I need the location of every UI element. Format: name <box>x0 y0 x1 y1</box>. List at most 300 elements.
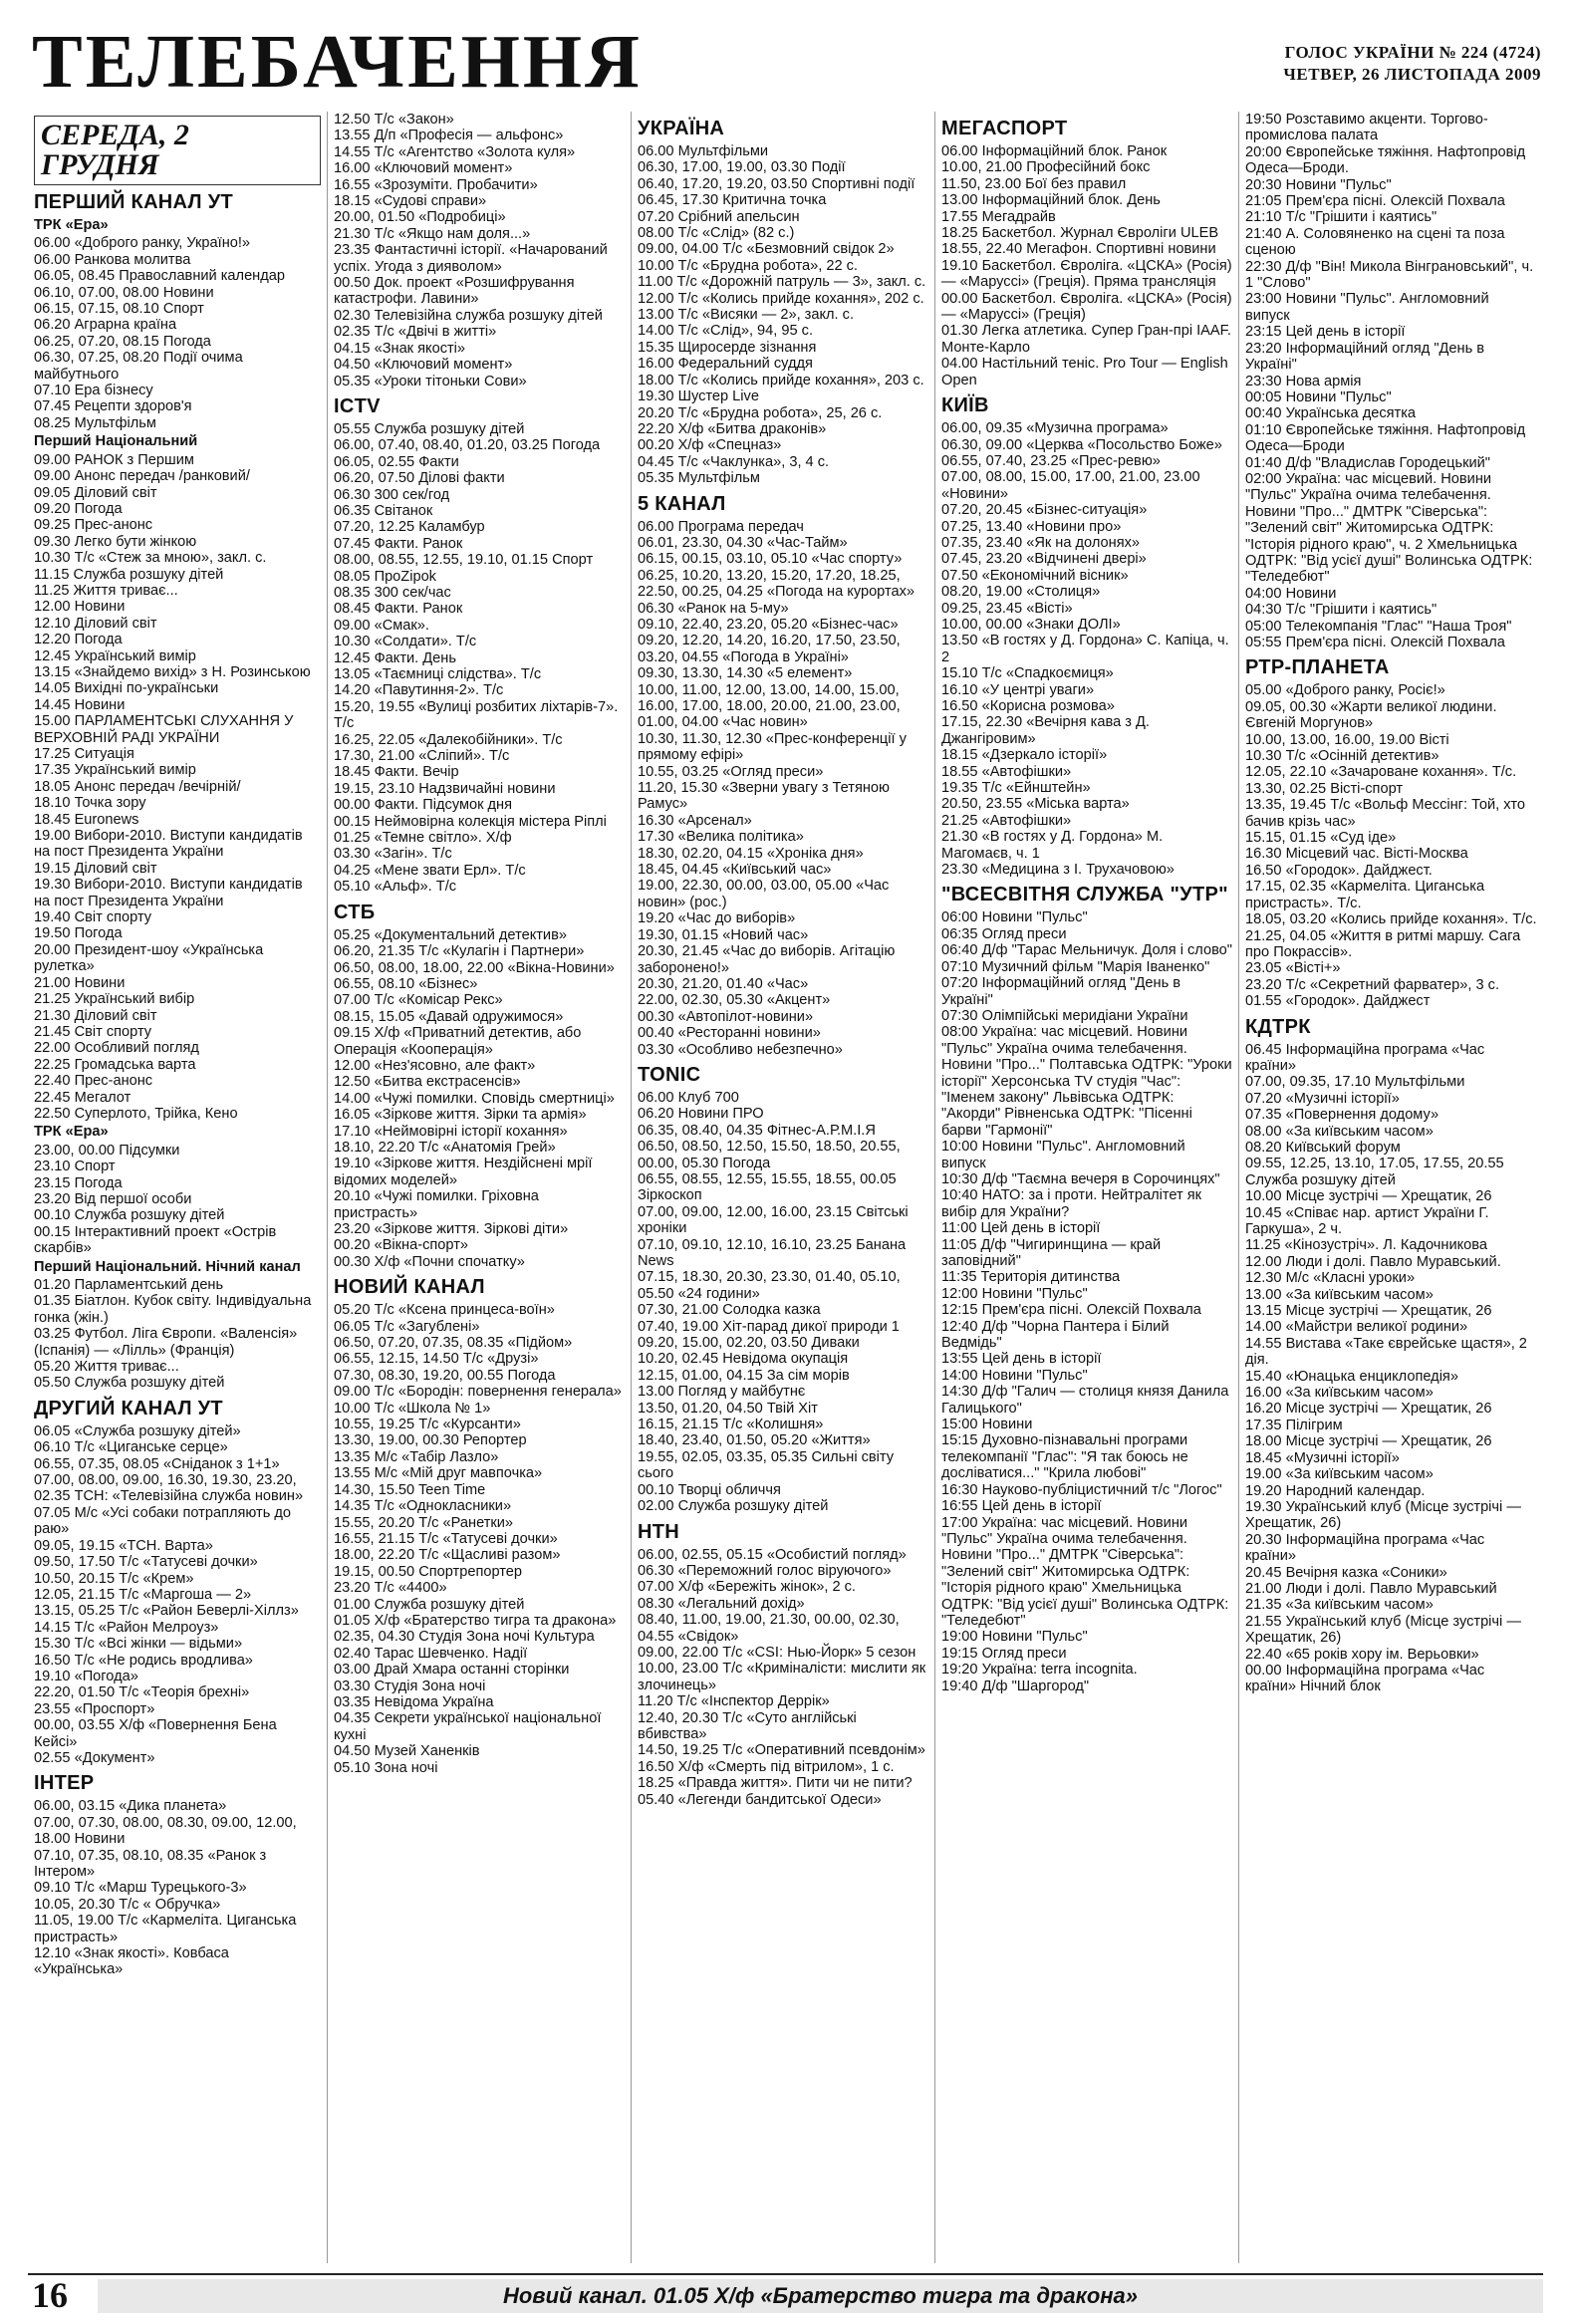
program-item: 19.40 Світ спорту <box>34 909 152 926</box>
program-item: 20.00, 01.50 «Подробиці» <box>334 209 506 226</box>
program-item: 05:00 Телекомпанія "Глас" "Наша Троя" <box>1245 618 1512 635</box>
program-item: 13.30, 19.00, 00.30 Репортер <box>334 1432 527 1449</box>
program-item: 06.00 Мультфільми <box>638 143 769 159</box>
program-item: 07.00 Х/ф «Бережіть жінок», 2 с. <box>638 1579 856 1596</box>
program-item: 22.40 «65 років хору ім. Верьовки» <box>1245 1646 1479 1663</box>
program-item: 08.05 ПроZipok <box>334 568 436 585</box>
page-number: 16 <box>32 2275 68 2315</box>
program-item: 15.40 «Юнацька енциклопедія» <box>1245 1368 1458 1385</box>
program-item: 09.50, 17.50 Т/с «Татусеві дочки» <box>34 1554 258 1571</box>
program-item: 12.50 Т/с «Закон» <box>334 112 454 128</box>
program-item: 10.00 Місце зустрічі — Хрещатик, 26 <box>1245 1188 1492 1205</box>
program-item: 20.30 Інформаційна програма «Час країни» <box>1245 1531 1485 1565</box>
program-item: 11.25 «Кінозустріч». Л. Кадочникова <box>1245 1237 1487 1254</box>
program-item: 13.35 М/с «Табір Лазло» <box>334 1448 499 1465</box>
program-item: 19:40 Д/ф "Шаргород" <box>941 1678 1090 1694</box>
program-item: 09.25 Прес-анонс <box>34 517 153 534</box>
program-item: 06.00 Інформаційний блок. Ранок <box>941 143 1168 159</box>
program-item: 09.15 Х/ф «Приватний детектив, або Операція «Кооперація» <box>334 1025 582 1058</box>
listing-column-2 <box>327 112 631 2263</box>
program-item: 22.25 Громадська варта <box>34 1056 196 1073</box>
program-item: 16.50 «Городок». Дайджест. <box>1245 862 1433 879</box>
program-item: 07:20 Інформаційний огляд "День в Україні" <box>941 975 1181 1008</box>
program-item: 07:30 Олімпійські меридіани України <box>941 1007 1188 1024</box>
program-item: 06.25, 07.20, 08.15 Погода <box>34 333 211 350</box>
newspaper-page <box>28 20 1543 2315</box>
program-item: 13.55 Д/п «Професія — альфонс» <box>334 128 564 144</box>
program-item: 19:00 Новини "Пульс" <box>941 1629 1088 1646</box>
program-item: 10.05, 20.30 Т/с « Обручка» <box>34 1896 221 1913</box>
channel-subheading: Перший Національний. Нічний канал <box>34 1258 301 1275</box>
program-item: 00.00 Факти. Підсумок дня <box>334 797 513 814</box>
program-item: 12.20 Погода <box>34 632 123 648</box>
program-item: 22.20, 01.50 Т/с «Теорія брехні» <box>34 1684 250 1701</box>
program-item: 09.30, 13.30, 14.30 «5 елемент» <box>638 665 853 682</box>
masthead <box>28 20 1543 102</box>
program-item: 06.00, 09.35 «Музична програма» <box>941 420 1169 437</box>
program-item: 18.45 Факти. Вечір <box>334 764 459 781</box>
program-item: 14.55 Т/с «Агентство «Золота куля» <box>334 143 576 160</box>
program-item: 06.20, 21.35 Т/с «Кулагін і Партнери» <box>334 943 585 960</box>
program-item: 09.20 Погода <box>34 500 123 517</box>
program-item: 09.05, 00.30 «Жарти великої людини. Євгеній Моргунов» <box>1245 698 1497 732</box>
program-item: 12.50 «Битва екстрасенсів» <box>334 1074 521 1091</box>
program-item: 12.45 Факти. День <box>334 649 456 666</box>
channel-heading: TONIC <box>638 1063 701 1086</box>
program-item: 01.05 Х/ф «Братерство тигра та дракона» <box>334 1612 617 1629</box>
program-item: 18.05 Анонс передач /вечірній/ <box>34 778 241 795</box>
channel-heading: ІНТЕР <box>34 1772 95 1795</box>
program-item: 09.10 Т/с «Марш Турецького-3» <box>34 1880 247 1897</box>
program-item: 01.20 Парламентський день <box>34 1277 224 1293</box>
program-item: 10.00, 00.00 «Знаки ДОЛІ» <box>941 616 1121 633</box>
program-item: 06.30 «Ранок на 5-му» <box>638 600 789 617</box>
program-item: 07.45 Рецепти здоров'я <box>34 398 192 415</box>
program-item: 13.05 «Таємниці слідства». Т/с <box>334 666 542 682</box>
program-item: 10.00 Т/с «Школа № 1» <box>334 1400 491 1417</box>
program-item: 09.00 Анонс передач /ранковий/ <box>34 468 250 485</box>
program-item: 21.45 Світ спорту <box>34 1023 152 1040</box>
program-item: 16.55, 21.15 Т/с «Татусеві дочки» <box>334 1530 558 1547</box>
channel-heading: КДТРК <box>1245 1015 1311 1038</box>
channel-heading: "ВСЕСВІТНЯ СЛУЖБА "УТР" <box>941 884 1228 906</box>
program-item: 11.50, 23.00 Бої без правил <box>941 175 1127 192</box>
program-item: 12:15 Прем'єра пісні. Олексій Похвала <box>941 1302 1201 1319</box>
program-item: 14.05 Вихідні по-українськи <box>34 680 219 697</box>
program-item: 20.10 «Чужі помилки. Гріховна пристрасть» <box>334 1188 539 1221</box>
program-item: 06.55, 08.10 «Бізнес» <box>334 975 478 992</box>
program-item: 23.20 Від першої особи <box>34 1190 192 1207</box>
program-item: 23.30 «Медицина з І. Трухачовою» <box>941 862 1175 879</box>
program-item: 23.00, 00.00 Підсумки <box>34 1142 180 1159</box>
program-item: 21:40 А. Соловяненко на сцені та поза сценою <box>1245 225 1505 259</box>
program-item: 07.30, 21.00 Солодка казка <box>638 1302 821 1319</box>
program-item: 02.00 Служба розшуку дітей <box>638 1498 829 1515</box>
program-item: 09.00 РАНОК з Першим <box>34 451 194 468</box>
program-item: 17.30 «Велика політика» <box>638 829 804 846</box>
program-item: 04.15 «Знак якості» <box>334 340 466 357</box>
program-item: 04.25 «Мене звати Ерл». Т/с <box>334 862 526 879</box>
program-item: 23:20 Інформаційний огляд "День в Україні" <box>1245 340 1485 374</box>
program-item: 19.30, 01.15 «Новий час» <box>638 926 809 943</box>
program-item: 15.55, 20.20 Т/с «Ранетки» <box>334 1514 514 1531</box>
program-item: 17.15, 22.30 «Вечірня кава з Д. Джангіровим» <box>941 714 1150 747</box>
program-item: 21.00 Люди і долі. Павло Муравський <box>1245 1580 1497 1597</box>
program-item: 19.30 Шустер Live <box>638 388 759 405</box>
program-item: 06:00 Новини "Пульс" <box>941 909 1088 926</box>
program-item: 21:10 Т/с "Грішити і каятись" <box>1245 209 1438 226</box>
program-item: 06.01, 23.30, 04.30 «Час-Тайм» <box>638 534 848 551</box>
program-item: 00.10 Служба розшуку дітей <box>34 1207 225 1224</box>
channel-heading: НОВИЙ КАНАЛ <box>334 1276 485 1299</box>
program-item: 16.05 «Зіркове життя. Зірки та армія» <box>334 1107 587 1124</box>
program-item: 16.30 Місцевий час. Вісті-Москва <box>1245 846 1468 863</box>
program-item: 00.00 Баскетбол. Євроліга. «ЦСКА» (Росія) — «Маруссі» (Греція) <box>941 290 1232 324</box>
program-item: 14.15 Т/с «Район Мелроуз» <box>34 1619 219 1636</box>
program-item: 11.25 Життя триває... <box>34 582 178 599</box>
program-item: 06.00 «Доброго ранку, Україно!» <box>34 235 251 252</box>
program-item: 08:00 Україна: час місцевий. Новини "Пульс" Україна очима телебачення. Новини "Про..." Полтавська ОДТРК: "Уроки історії" Херсонська TV студія "Час": "Іменем закону" Львівська ОДТРК: "Акорди" Рівненська ОДТРК: "Пісенні барви "Гармонії" <box>941 1024 1232 1139</box>
program-item: 15.30 Т/с «Всі жінки — відьми» <box>34 1636 243 1653</box>
program-item: 06.10, 07.00, 08.00 Новини <box>34 284 214 301</box>
program-item: 06.00 Програма передач <box>638 518 804 535</box>
program-item: 13.15, 05.25 Т/с «Район Беверлі-Хіллз» <box>34 1603 299 1620</box>
program-item: 23.05 «Вісті+» <box>1245 960 1341 977</box>
program-item: 06.55, 08.55, 12.55, 15.55, 18.55, 00.05 Зіркоскоп <box>638 1170 897 1204</box>
program-item: 02.35 Т/с «Двічі в житті» <box>334 324 497 341</box>
program-item: 20.45 Вечірня казка «Соники» <box>1245 1564 1447 1581</box>
program-item: 23:00 Новини "Пульс". Англомовний випуск <box>1245 291 1489 324</box>
program-item: 13.00 Т/с «Висяки — 2», закл. с. <box>638 307 855 324</box>
program-item: 10:40 НАТО: за і проти. Нейтралітет як вибір для України? <box>941 1187 1202 1220</box>
channel-heading: КИЇВ <box>941 394 989 417</box>
program-item: 12.00 Т/с «Колись прийде кохання», 202 с. <box>638 290 924 307</box>
program-item: 07.00, 08.00, 09.00, 16.30, 19.30, 23.20, 02.35 ТСН: «Телевізійна служба новин» <box>34 1472 304 1505</box>
program-item: 10.50, 20.15 Т/с «Крем» <box>34 1570 194 1587</box>
program-item: 04.35 Секрети української національної кухні <box>334 1710 602 1743</box>
program-item: 14.50, 19.25 Т/с «Оперативний псевдонім» <box>638 1742 925 1759</box>
program-item: 09.00, 22.00 Т/с «CSI: Нью-Йорк» 5 сезон <box>638 1644 916 1661</box>
program-item: 17.25 Ситуація <box>34 746 134 762</box>
program-item: 03.30 «Загін». Т/с <box>334 846 452 863</box>
program-item: 07.35 «Повернення додому» <box>1245 1107 1440 1124</box>
program-item: 12.40, 20.30 Т/с «Суто англійські вбивства» <box>638 1709 857 1742</box>
program-item: 07.10, 07.35, 08.10, 08.35 «Ранок з Інтером» <box>34 1847 267 1880</box>
program-item: 13.00 «За київським часом» <box>1245 1286 1434 1303</box>
program-item: 06.45 Інформаційна програма «Час країни» <box>1245 1041 1485 1074</box>
program-item: 18.00, 22.20 Т/с «Щасливі разом» <box>334 1547 561 1564</box>
program-item: 15.10 Т/с «Спадкоємиця» <box>941 665 1114 682</box>
issue-date: ЧЕТВЕР, 26 ЛИСТОПАДА 2009 <box>1283 65 1541 84</box>
program-item: 06.35 Світанок <box>334 502 433 519</box>
program-item: 12:00 Новини "Пульс" <box>941 1285 1088 1302</box>
program-item: 11:35 Територія дитинства <box>941 1269 1121 1286</box>
program-item: 18.00 Місце зустрічі — Хрещатик, 26 <box>1245 1433 1492 1450</box>
program-item: 12:40 Д/ф "Чорна Пантера і Білий Ведмідь" <box>941 1318 1170 1352</box>
program-item: 07.40, 19.00 Хіт-парад дикої природи 1 <box>638 1318 900 1335</box>
program-item: 07.20, 20.45 «Бізнес-ситуація» <box>941 502 1148 519</box>
program-item: 02:00 Україна: час місцевий. Новини "Пульс" Україна очима телебачення. Новини "Про..." ДМТРК "Сіверська": "Зелений світ" Житомирська ОДТРК: "Історія рідного краю", ч. 2 Хмельницька ОДТРК: "Від усієї душі" Волинська ОДТРК: "Теледебют" <box>1245 470 1533 586</box>
program-item: 18.45 Euronews <box>34 811 139 828</box>
program-item: 13:55 Цей день в історії <box>941 1351 1102 1368</box>
program-item: 06.55, 12.15, 14.50 Т/с «Друзі» <box>334 1351 539 1368</box>
program-item: 23.15 Погода <box>34 1174 123 1191</box>
program-item: 06:40 Д/ф "Тарас Мельничук. Доля і слово" <box>941 942 1232 959</box>
program-item: 07.05 М/с «Усі собаки потрапляють до раю» <box>34 1504 291 1538</box>
program-item: 01:10 Європейське тяжіння. Нафтопровід Одеса—Броди <box>1245 421 1526 455</box>
program-item: 16.10 «У центрі уваги» <box>941 681 1095 698</box>
program-item: 19.00 «За київським часом» <box>1245 1466 1434 1483</box>
program-item: 19.20 «Час до виборів» <box>638 910 796 927</box>
program-item: 19:15 Огляд преси <box>941 1645 1067 1662</box>
program-item: 19.20 Народний календар. <box>1245 1482 1426 1499</box>
program-item: 22.20 Х/ф «Битва драконів» <box>638 420 827 437</box>
program-item: 19.10 «Зіркове життя. Нездійснені мрії відомих моделей» <box>334 1156 593 1188</box>
program-item: 02.40 Тарас Шевченко. Надії <box>334 1645 528 1662</box>
program-item: 23.20 Т/с «Секретний фарватер», 3 с. <box>1245 976 1500 993</box>
program-item: 07.10 Ера бізнесу <box>34 383 153 399</box>
program-item: 22.40 Прес-анонс <box>34 1073 153 1090</box>
page-title: ТЕЛЕБАЧЕННЯ <box>32 20 643 104</box>
program-item: 18.00 Т/с «Колись прийде кохання», 203 с. <box>638 372 924 388</box>
program-item: 11.05, 19.00 Т/с «Кармеліта. Циганська пристрасть» <box>34 1913 297 1945</box>
program-item: 12.05, 21.15 Т/с «Маргоша — 2» <box>34 1586 252 1603</box>
program-item: 06.05, 08.45 Православний календар <box>34 268 285 285</box>
program-item: 14.55 Вистава «Таке єврейське щастя», 2 дія. <box>1245 1335 1527 1369</box>
program-item: 15:15 Духовно-пізнавальні програми телекомпанії "Глас": "Я так боюсь не досліватися..." "Крила любові" <box>941 1432 1188 1482</box>
program-item: 16.30 «Арсенал» <box>638 812 752 829</box>
program-item: 16:55 Цей день в історії <box>941 1498 1102 1515</box>
program-item: 19.35 Т/с «Ейнштейн» <box>941 780 1091 797</box>
program-item: 04.50 Музей Ханенків <box>334 1743 480 1760</box>
program-item: 06.50, 08.50, 12.50, 15.50, 18.50, 20.55, 00.00, 05.30 Погода <box>638 1139 901 1171</box>
program-item: 05.20 Життя триває... <box>34 1359 179 1376</box>
channel-heading: МЕГАСПОРТ <box>941 118 1068 139</box>
channel-subheading: ТРК «Ера» <box>34 217 109 233</box>
program-item: 19.55, 02.05, 03.35, 05.35 Сильні світу сього <box>638 1448 895 1482</box>
program-item: 06.55, 07.35, 08.05 «Сніданок з 1+1» <box>34 1455 280 1472</box>
program-item: 08.40, 11.00, 19.00, 21.30, 00.00, 02.30, 04.55 «Свідок» <box>638 1612 900 1645</box>
program-item: 11.20 Т/с «Інспектор Деррік» <box>638 1693 830 1710</box>
program-item: 00.40 «Ресторанні новини» <box>638 1025 821 1042</box>
program-item: 06.05, 02.55 Факти <box>334 453 459 470</box>
program-item: 00.15 Інтерактивний проект «Острів скарбів» <box>34 1223 277 1257</box>
program-item: 06.45, 17.30 Критична точка <box>638 192 827 209</box>
program-item: 00:05 Новини "Пульс" <box>1245 388 1392 405</box>
program-item: 07.45 Факти. Ранок <box>334 535 463 552</box>
program-item: 21.25, 04.05 «Життя в ритмі маршу. Сага про Покрассів». <box>1245 927 1521 960</box>
program-item: 09.20, 15.00, 02.20, 03.50 Диваки <box>638 1335 860 1352</box>
page-footer <box>28 2273 1543 2315</box>
listing-column-3 <box>631 112 934 2263</box>
program-item: 07.00, 09.00, 12.00, 16.00, 23.15 Світські хроніки <box>638 1203 909 1237</box>
program-item: 09.00, 04.00 Т/с «Безмовний свідок 2» <box>638 241 895 258</box>
program-item: 14.35 Т/с «Однокласники» <box>334 1498 512 1515</box>
program-item: 18.30, 02.20, 04.15 «Хроніка дня» <box>638 845 864 862</box>
program-item: 05.20 Т/с «Ксена принцеса-воїн» <box>334 1302 555 1319</box>
program-item: 01.25 «Темне світло». Х/ф <box>334 830 512 847</box>
channel-heading: ДРУГИЙ КАНАЛ УТ <box>34 1397 223 1420</box>
program-item: 19.30 Вибори-2010. Виступи кандидатів на пост Президента України <box>34 877 303 909</box>
program-item: 16.50 Х/ф «Смерть під вітрилом», 1 с. <box>638 1758 895 1775</box>
program-item: 07.20 Срібний апельсин <box>638 208 800 225</box>
program-item: 02.55 «Документ» <box>34 1749 155 1766</box>
program-item: 08.20, 19.00 «Столиця» <box>941 584 1101 601</box>
program-item: 17.55 Мегадрайв <box>941 208 1056 225</box>
program-item: 21.35 «За київським часом» <box>1245 1597 1434 1614</box>
program-item: 12.00 Новини <box>34 599 126 616</box>
program-item: 12.00 «Нез'ясовно, але факт» <box>334 1057 536 1074</box>
program-item: 08.30 «Легальний дохід» <box>638 1595 805 1612</box>
program-item: 21.25 «Автофішки» <box>941 812 1072 829</box>
program-item: 07.30, 08.30, 19.20, 00.55 Погода <box>334 1367 556 1384</box>
program-item: 06.30 «Переможний голос віруючого» <box>638 1562 892 1579</box>
program-item: 11.15 Служба розшуку дітей <box>34 566 224 583</box>
program-item: 06.05 Т/с «Загублені» <box>334 1318 480 1335</box>
footer-promo: Новий канал. 01.05 Х/ф «Братерство тигра та дракона» <box>98 2279 1543 2313</box>
program-item: 08.00, 08.55, 12.55, 19.10, 01.15 Спорт <box>334 552 594 569</box>
program-item: 19:20 Україна: terra incognita. <box>941 1662 1138 1678</box>
program-item: 10.30 «Солдати». Т/с <box>334 634 477 650</box>
program-item: 01:40 Д/ф "Владислав Городецький" <box>1245 454 1490 471</box>
program-item: 03.35 Невідома Україна <box>334 1693 494 1710</box>
listing-column-4 <box>934 112 1238 2263</box>
program-item: 23:15 Цей день в історії <box>1245 324 1406 341</box>
program-item: 09.00 «Смак». <box>334 617 429 634</box>
program-item: 01.00 Служба розшуку дітей <box>334 1596 525 1613</box>
program-item: 20:30 Новини "Пульс" <box>1245 176 1392 193</box>
program-item: 07.35, 23.40 «Як на долонях» <box>941 534 1141 551</box>
program-item: 07.00 Т/с «Комісар Рекс» <box>334 992 503 1009</box>
program-item: 09.05 Діловий світ <box>34 484 157 501</box>
program-item: 12.15, 01.00, 04.15 За сім морів <box>638 1367 850 1384</box>
program-item: 03.30 «Особливо небезпечно» <box>638 1041 843 1058</box>
program-item: 05.50 Служба розшуку дітей <box>34 1375 225 1392</box>
program-item: 06.30, 09.00 «Церква «Посольство Боже» <box>941 436 1222 453</box>
program-item: 10:30 Д/ф "Таємна вечеря в Сорочинцях" <box>941 1170 1220 1187</box>
program-item: 10.55, 03.25 «Огляд преси» <box>638 763 824 780</box>
program-item: 10.30 Т/с «Стеж за мною», закл. с. <box>34 550 267 567</box>
program-item: 00.00 Інформаційна програма «Час країни» Нічний блок <box>1245 1662 1485 1695</box>
program-item: 04:00 Новини <box>1245 585 1337 602</box>
program-item: 13.15 «Знайдемо вихід» з Н. Розинською <box>34 663 311 680</box>
program-item: 10.00, 13.00, 16.00, 19.00 Вісті <box>1245 731 1449 748</box>
program-item: 10.20, 02.45 Невідома окупація <box>638 1351 849 1368</box>
program-item: 06:35 Огляд преси <box>941 925 1067 942</box>
program-item: 00.50 Док. проект «Розшифрування катастрофи. Лавини» <box>334 275 575 308</box>
program-item: 06.30, 17.00, 19.00, 03.30 Події <box>638 159 846 176</box>
program-item: 00.10 Творці обличчя <box>638 1481 781 1498</box>
program-item: 23.20 «Зіркове життя. Зіркові діти» <box>334 1221 569 1237</box>
program-item: 05:55 Прем'єра пісні. Олексій Похвала <box>1245 635 1505 650</box>
channel-heading: РТР-ПЛАНЕТА <box>1245 656 1390 679</box>
program-item: 13.00 Погляд у майбутнє <box>638 1384 806 1401</box>
program-item: 21.25 Український вибір <box>34 991 195 1008</box>
program-item: 18.15 «Судові справи» <box>334 193 487 210</box>
program-item: 07:10 Музичний фільм "Марія Іваненко" <box>941 958 1210 975</box>
program-item: 17:00 Україна: час місцевий. Новини "Пульс" Україна очима телебачення. Новини "Про..." ДМТРК "Сіверська": "Зелений світ" Житомирська ОДТРК: "Історія рідного краю" Хмельницька ОДТРК: "Від усієї душі" Волинська ОДТРК: "Теледебют" <box>941 1514 1229 1629</box>
program-item: 06.00 Ранкова молитва <box>34 251 191 268</box>
program-item: 10.45 «Співає нар. артист України Г. Гаркуша», 2 ч. <box>1245 1204 1489 1237</box>
issue-info <box>1283 42 1541 86</box>
program-item: 17.35 Український вимір <box>34 762 196 779</box>
program-item: 09.10, 22.40, 23.20, 05.20 «Бізнес-час» <box>638 616 899 633</box>
program-item: 06.30 300 сек/год <box>334 486 450 503</box>
program-item: 07.20, 12.25 Каламбур <box>334 519 485 536</box>
program-item: 07.15, 18.30, 20.30, 23.30, 01.40, 05.10, 05.50 «24 години» <box>638 1269 901 1302</box>
program-item: 10.00, 21.00 Професійний бокс <box>941 159 1151 176</box>
program-item: 08.20 Київський форум <box>1245 1139 1401 1156</box>
program-item: 05.35 Мультфільм <box>638 470 760 487</box>
program-item: 20:00 Європейське тяжіння. Нафтопровід Одеса—Броди. <box>1245 143 1526 177</box>
program-item: 18.40, 23.40, 01.50, 05.20 «Життя» <box>638 1432 871 1449</box>
program-item: 00.20 «Вікна-спорт» <box>334 1237 468 1254</box>
program-item: 18.25 «Правда життя». Пити чи не пити? <box>638 1775 913 1792</box>
program-item: 10.00 Т/с «Брудна робота», 22 с. <box>638 257 858 274</box>
program-item: 23.55 «Проспорт» <box>34 1700 155 1717</box>
program-item: 18.45 «Музичні історії» <box>1245 1449 1400 1466</box>
program-item: 06.00 Клуб 700 <box>638 1089 739 1106</box>
program-item: 09.00 Т/с «Бородін: повернення генерала» <box>334 1384 622 1401</box>
program-item: 20.20 Т/с «Брудна робота», 25, 26 с. <box>638 404 883 421</box>
program-item: 10.55, 19.25 Т/с «Курсанти» <box>334 1417 521 1433</box>
program-item: 10:00 Новини "Пульс". Англомовний випуск <box>941 1139 1185 1171</box>
program-item: 07.25, 13.40 «Новини про» <box>941 518 1122 535</box>
program-item: 12.10 «Знак якості». Ковбаса «Українська» <box>34 1945 229 1978</box>
program-item: 06.25, 10.20, 13.20, 15.20, 17.20, 18.25, 22.50, 00.25, 04.25 «Погода на курортах» <box>638 567 916 601</box>
program-item: 06.20 Аграрна країна <box>34 317 177 334</box>
listing-column-1 <box>28 112 327 2263</box>
program-item: 19.30 Український клуб (Місце зустрічі — Хрещатик, 26) <box>1245 1498 1521 1532</box>
program-item: 05.10 Зона ночі <box>334 1759 438 1776</box>
channel-heading: УКРАЇНА <box>638 118 725 139</box>
program-item: 06.55, 07.40, 23.25 «Прес-ревю» <box>941 452 1161 469</box>
program-item: 02.30 Телевізійна служба розшуку дітей <box>334 307 603 324</box>
program-item: 11.20, 15.30 «Зверни увагу з Тетяною Рамус» <box>638 780 890 813</box>
program-item: 14.00 Т/с «Слід», 94, 95 с. <box>638 323 814 340</box>
program-item: 21.30 Т/с «Якщо нам доля...» <box>334 225 531 242</box>
program-item: 00.30 «Автопілот-новини» <box>638 1008 814 1025</box>
program-item: 19.00, 22.30, 00.00, 03.00, 05.00 «Час новин» (рос.) <box>638 878 890 910</box>
program-item: 17.15, 02.35 «Кармеліта. Циганська пристрасть». Т/с. <box>1245 879 1485 911</box>
program-item: 19.15 Діловий світ <box>34 860 157 877</box>
program-item: 13.15 Місце зустрічі — Хрещатик, 26 <box>1245 1303 1492 1320</box>
program-item: 04:30 Т/с "Грішити і каятись" <box>1245 602 1438 619</box>
program-item: 18.55 «Автофішки» <box>941 763 1072 780</box>
program-item: 21.55 Український клуб (Місце зустрічі — Хрещатик, 26) <box>1245 1613 1521 1647</box>
program-item: 05.25 «Документальний детектив» <box>334 926 567 943</box>
program-item: 15.15, 01.15 «Суд іде» <box>1245 830 1397 847</box>
tv-listings <box>28 112 1543 2263</box>
program-item: 03.25 Футбол. Ліга Європи. «Валенсія» (Іспанія) — «Лілль» (Франція) <box>34 1326 298 1359</box>
program-item: 17.35 Пілігрим <box>1245 1417 1343 1433</box>
program-item: 02.35, 04.30 Студія Зона ночі Культура <box>334 1629 595 1646</box>
program-item: 20.50, 23.55 «Міська варта» <box>941 796 1130 813</box>
program-item: 21:05 Прем'єра пісні. Олексій Похвала <box>1245 193 1505 210</box>
program-item: 06.30, 07.25, 08.20 Події очима майбутнього <box>34 350 243 383</box>
program-item: 14.45 Новини <box>34 696 126 713</box>
program-item: 16.20 Місце зустрічі — Хрещатик, 26 <box>1245 1401 1492 1418</box>
program-item: 06.50, 08.00, 18.00, 22.00 «Вікна-Новини» <box>334 959 615 976</box>
program-item: 06.05 «Служба розшуку дітей» <box>34 1422 241 1439</box>
program-item: 06.10 Т/с «Циганське серце» <box>34 1439 228 1456</box>
program-item: 15.00 ПАРЛАМЕНТСЬКІ СЛУХАННЯ У ВЕРХОВНІЙ РАДІ УКРАЇНИ <box>34 713 294 746</box>
program-item: 13.50, 01.20, 04.50 Твій Хіт <box>638 1400 818 1417</box>
program-item: 07.10, 09.10, 12.10, 16.10, 23.25 Банана News <box>638 1236 907 1269</box>
program-item: 18.05, 03.20 «Колись прийде кохання». Т/с. <box>1245 911 1537 928</box>
program-item: 22.45 Мегалот <box>34 1089 131 1106</box>
program-item: 20.30, 21.45 «Час до виборів. Агітацію заборонено!» <box>638 943 896 976</box>
